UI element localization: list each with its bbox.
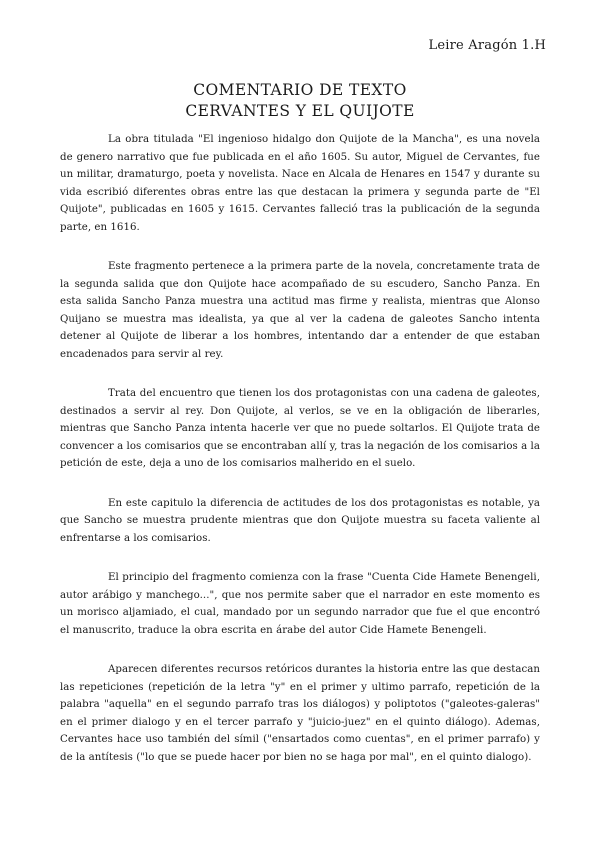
paragraph-intro: La obra titulada "El ingenioso hidalgo don Quijote de la Mancha", es una novela de genero narrativo que fue publicada en el año 1605. Su autor, Miguel de Cervantes, fue un militar, dramaturgo, poeta y novelista. Nace en Alcala de Henares en 1547 y durante su vida escribió diferentes obras entre las que destacan la primera y segunda parte de "El Quijote", publicadas en 1605 y 1615. Cervantes falleció tras la publicación de la segunda parte, en 1616. [60, 134, 540, 233]
author-name: Leire Aragón 1.H [428, 38, 546, 53]
paragraph-narrator: El principio del fragmento comienza con la frase "Cuenta Cide Hamete Benengeli, autor arábigo y manchego...", que nos permite saber que el narrador en este momento es un morisco aljamiado, el cual, mandado por un segundo narrador que fue el que encontró el manuscrito, traduce la obra escrita en árabe del autor Cide Hamete Benengeli. [60, 572, 540, 636]
document-title [0, 80, 600, 122]
paragraph-context: Este fragmento pertenece a la primera parte de la novela, concretamente trata de la segunda salida que don Quijote hace acompañado de su escudero, Sancho Panza. En esta salida Sancho Panza muestra una actitud mas firme y realista, mientras que Alonso Quijano se muestra mas idealista, ya que al ver la cadena de galeotes Sancho intenta detener al Quijote de liberar a los hombres, intentando dar a entender de que estaban encadenados para servir al rey. [60, 261, 540, 360]
document-body [60, 131, 540, 766]
paragraph-attitudes: En este capitulo la diferencia de actitudes de los dos protagonistas es notable, ya que Sancho se muestra prudente mientras que don Quijote muestra su faceta valiente al enfrentarse a los comisarios. [60, 497, 540, 544]
title-line-2: CERVANTES Y EL QUIJOTE [185, 102, 415, 120]
paragraph-summary: Trata del encuentro que tienen los dos protagonistas con una cadena de galeotes, destinados a servir al rey. Don Quijote, al verlos, se ve en la obligación de liberarles, mientras que Sancho Panza intenta hacerle ver que no puede soltarlos. El Quijote trata de convencer a los comisarios que se encontraban allí y, tras la negación de los comisarios a la petición de este, deja a uno de los comisarios malherido en el suelo. [60, 388, 540, 469]
paragraph-rhetoric: Aparecen diferentes recursos retóricos durantes la historia entre las que destacan las repeticiones (repetición de la letra "y" en el primer y ultimo parrafo, repetición de la palabra "aquella" en el segundo parrafo tras los diálogos) y poliptotos ("galeotes-galeras" en el primer dialogo y en el tercer parrafo y "juicio-juez" en el quinto diálogo). Ademas, Cervantes hace uso también del símil ("ensartados como cuentas", en el primer parrafo) y de la antítesis ("lo que se puede hacer por bien no se haga por mal", en el quinto dialogo). [60, 664, 540, 763]
title-line-1: COMENTARIO DE TEXTO [193, 81, 407, 99]
